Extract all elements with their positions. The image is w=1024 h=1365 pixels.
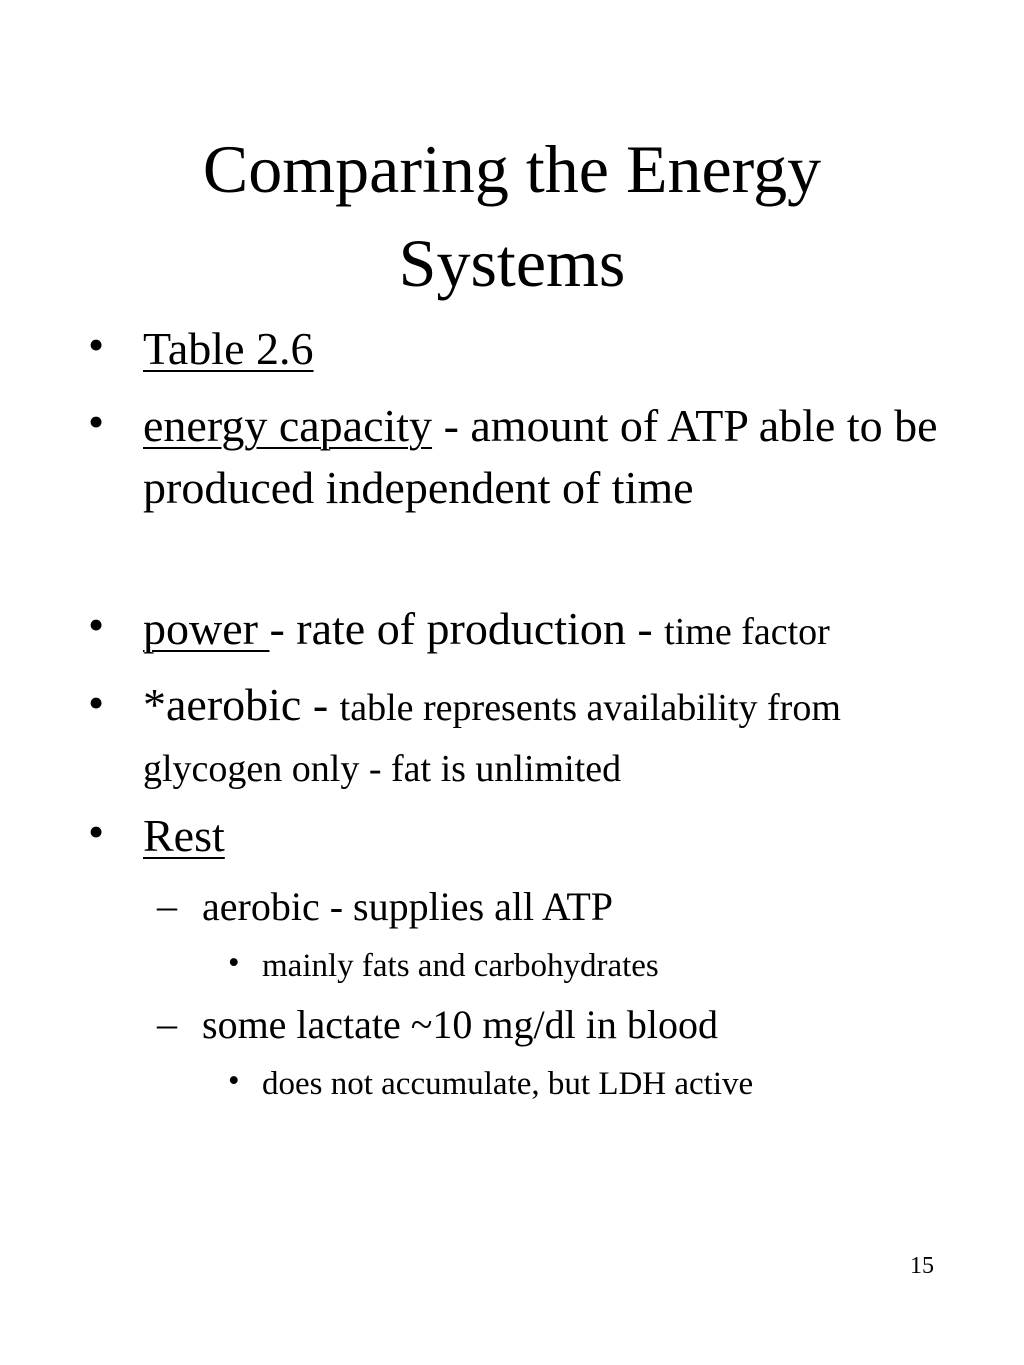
bullet-marker: • bbox=[228, 945, 240, 981]
dash-marker: – bbox=[157, 883, 177, 928]
sub-item-text: some lactate ~10 mg/dl in blood bbox=[202, 1002, 718, 1047]
bullet-marker: • bbox=[88, 396, 105, 447]
bullet-term-energy-capacity: energy capacity bbox=[143, 400, 433, 451]
bullet-text bbox=[143, 598, 943, 663]
subsub-item-text: mainly fats and carbohydrates bbox=[262, 948, 659, 984]
bullet-marker: • bbox=[88, 599, 105, 650]
bullet-note-aerobic: table represents availability from glycogen only - fat is unlimited bbox=[143, 687, 841, 790]
bullet-marker: • bbox=[228, 1063, 240, 1099]
page-number: 15 bbox=[910, 1253, 934, 1279]
bullet-marker: • bbox=[88, 806, 105, 857]
bullet-text bbox=[143, 395, 943, 519]
bullet-term-table: Table 2.6 bbox=[143, 323, 314, 374]
bullet-definition-energy-capacity: - amount of ATP able to be produced independent of time bbox=[143, 400, 938, 513]
bullet-term-power: power bbox=[143, 603, 270, 654]
bullet-term-rest: Rest bbox=[143, 810, 225, 861]
dash-marker: – bbox=[157, 1001, 177, 1046]
slide-title bbox=[0, 122, 1024, 310]
bullet-text bbox=[143, 805, 943, 867]
bullet-lead-aerobic: *aerobic - bbox=[143, 679, 340, 730]
bullet-note-power: time factor bbox=[664, 611, 830, 653]
title-line-2: Systems bbox=[398, 225, 626, 301]
bullet-text bbox=[143, 676, 943, 798]
title-line-1: Comparing the Energy bbox=[202, 131, 822, 207]
bullet-marker: • bbox=[88, 677, 105, 728]
bullet-definition-power: - rate of production - bbox=[269, 603, 665, 654]
sub-item-text: aerobic - supplies all ATP bbox=[202, 884, 614, 929]
bullet-text bbox=[143, 318, 943, 380]
bullet-marker: • bbox=[88, 319, 105, 370]
subsub-item-text: does not accumulate, but LDH active bbox=[262, 1066, 754, 1102]
